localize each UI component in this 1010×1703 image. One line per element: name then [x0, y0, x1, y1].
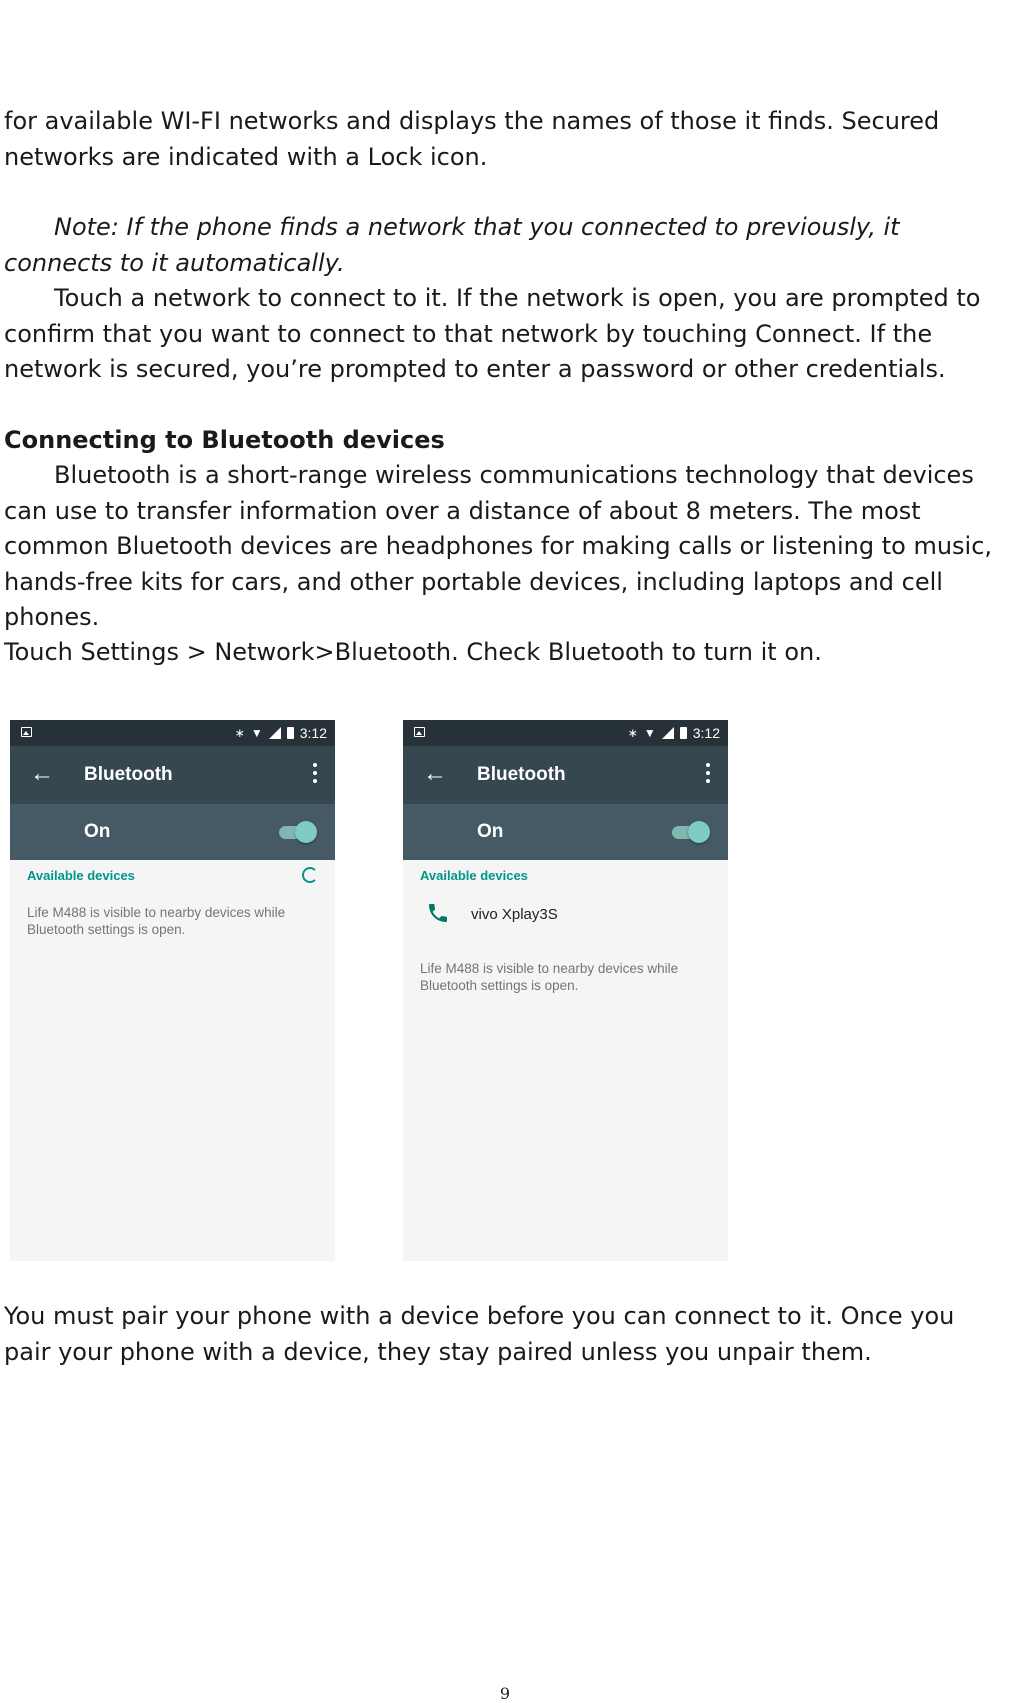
- app-bar: [10, 746, 335, 804]
- bluetooth-description-paragraph: [4, 458, 1004, 636]
- note-paragraph: [4, 210, 1004, 281]
- bluetooth-description-text: Bluetooth is a short-range wireless communications technology that devices can use to transfer information over a distance of about 8 meters. The most common Bluetooth devices are headphones for making calls or listening to music, hands-free kits for cars, and other portable devices, including laptops and cell phones.: [4, 461, 993, 631]
- connect-network-text: Touch a network to connect to it. If the network is open, you are prompted to confirm that you want to connect to that network by touching Connect. If the network is secured, you’re prompted to enter a password or other credentials.: [4, 284, 981, 383]
- pairing-paragraph: You must pair your phone with a device before you can connect to it. Once you pair your phone with a device, they stay paired unless you unpair them.: [4, 1302, 955, 1366]
- image-notification-icon: [414, 727, 425, 737]
- screen-title: Bluetooth: [477, 764, 566, 785]
- battery-icon: [287, 727, 294, 739]
- signal-icon: [662, 727, 674, 739]
- bluetooth-switch-bar[interactable]: [403, 804, 728, 860]
- connect-network-paragraph: [4, 281, 1004, 388]
- wifi-icon: ▼: [250, 726, 263, 740]
- device-name: vivo Xplay3S: [471, 906, 558, 923]
- note-line-2: connects to it automatically.: [4, 248, 345, 277]
- refresh-spinner-icon: [302, 867, 318, 883]
- phone-icon: [426, 901, 450, 925]
- toggle-thumb[interactable]: [295, 821, 317, 843]
- image-notification-icon: [21, 727, 32, 737]
- page-number: 9: [499, 1684, 511, 1703]
- bluetooth-screen-device-found: [403, 720, 728, 1261]
- status-time: 3:12: [692, 725, 720, 741]
- bluetooth-icon: ∗: [627, 726, 638, 740]
- status-bar: [403, 720, 728, 746]
- wifi-icon: ▼: [643, 726, 656, 740]
- bluetooth-instructions: Touch Settings > Network>Bluetooth. Check Bluetooth to turn it on.: [4, 638, 822, 666]
- section-heading: Connecting to Bluetooth devices: [4, 426, 445, 454]
- switch-label: On: [477, 821, 504, 842]
- visibility-info: Life M488 is visible to nearby devices while Bluetooth settings is open.: [420, 961, 679, 993]
- intro-paragraph: for available WI-FI networks and displays the names of those it finds. Secured networks are indicated with a Lock icon.: [4, 107, 940, 171]
- visibility-info: Life M488 is visible to nearby devices while Bluetooth settings is open.: [27, 905, 286, 937]
- more-options-icon[interactable]: [706, 763, 710, 787]
- note-line-1: Note: If the phone finds a network that you connected to previously, it: [54, 213, 900, 241]
- battery-icon: [680, 727, 687, 739]
- bluetooth-icon: ∗: [234, 726, 245, 740]
- available-devices-header: Available devices: [27, 868, 135, 883]
- screen-title: Bluetooth: [84, 764, 173, 785]
- bluetooth-screen-scanning: [10, 720, 335, 1261]
- status-time: 3:12: [299, 725, 327, 741]
- signal-icon: [269, 727, 281, 739]
- toggle-thumb[interactable]: [688, 821, 710, 843]
- more-options-icon[interactable]: [313, 763, 317, 787]
- back-arrow-icon[interactable]: ←: [30, 760, 54, 787]
- device-list-item[interactable]: [403, 890, 728, 940]
- bluetooth-switch-bar[interactable]: [10, 804, 335, 860]
- status-bar: [10, 720, 335, 746]
- app-bar: [403, 746, 728, 804]
- back-arrow-icon[interactable]: ←: [423, 760, 447, 787]
- available-devices-header: Available devices: [420, 868, 528, 883]
- switch-label: On: [84, 821, 111, 842]
